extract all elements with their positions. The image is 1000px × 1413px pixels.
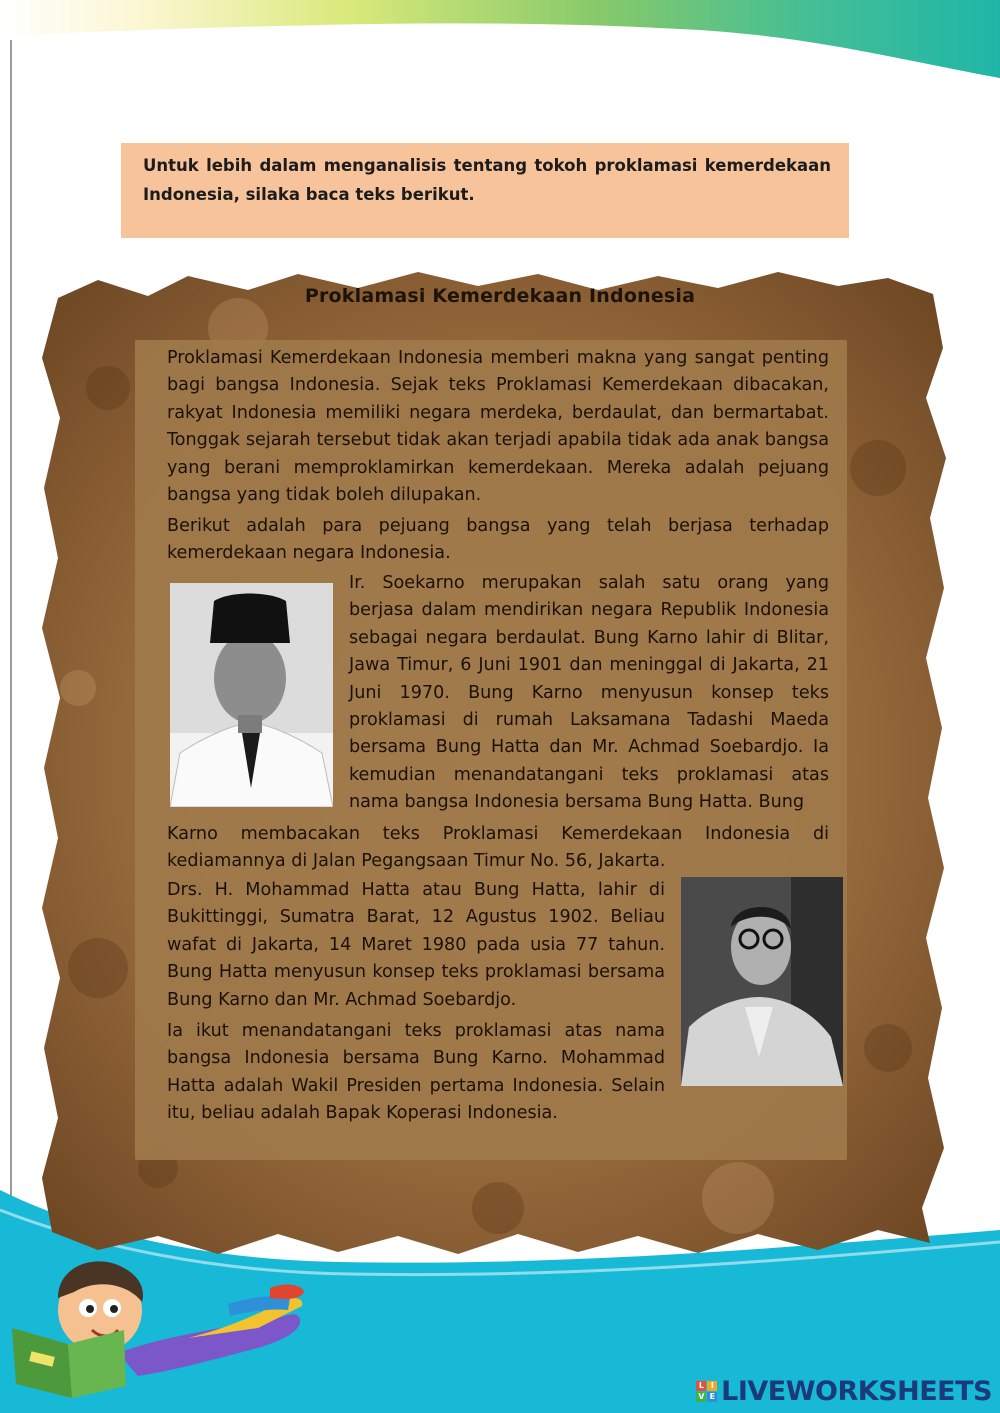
intro-paragraph: Proklamasi Kemerdekaan Indonesia memberi makna yang sangat penting bagi bangsa Indonesia. Sejak teks Proklamasi Kemerdekaan dibacakan, rakyat Indonesia memiliki negara merdeka, berdaulat, dan bermartabat. Tonggak sejarah tersebut tidak akan terjadi apabila tidak ada anak bangsa yang berani memproklamirkan kemerdekaan. Mereka adalah pejuang bangsa yang tidak boleh dilupakan. [167, 348, 829, 506]
brand-name: LIVEWORKSHEETS [721, 1376, 992, 1407]
instruction-text: Untuk lebih dalam menganalisis tentang tokoh proklamasi kemerdekaan Indonesia, silaka baca teks berikut. [143, 156, 831, 204]
hatta-paragraph-2: Ia ikut menandatangani teks proklamasi atas nama bangsa Indonesia bersama Bung Karno. Mohammad Hatta adalah Wakil Presiden pertama Indonesia. Selain itu, beliau adalah Bapak Koperasi Indonesia. [167, 1021, 665, 1124]
soekarno-side-text: Ir. Soekarno merupakan salah satu orang yang berjasa dalam mendirikan negara Republik Indonesia sebagai negara berdaulat. Bung Karno lahir di Blitar, Jawa Timur, 6 Juni 1901 dan meninggal di Jakarta, 21 Juni 1970. Bung Karno menyusun konsep teks proklamasi di rumah Laksamana Tadashi Maeda bersama Bung Hatta dan Mr. Achmad Soebardjo. Ia kemudian menandatangani teks proklamasi atas nama bangsa Indonesia bersama Bung Hatta. Bung [349, 573, 829, 813]
top-gradient-band [0, 0, 1000, 80]
hatta-paragraph-1: Drs. H. Mohammad Hatta atau Bung Hatta, lahir di Bukittinggi, Sumatra Barat, 12 Agustus 1902. Beliau wafat di Jakarta, 14 Maret 1980 pada usia 77 tahun. Bung Hatta menyusun konsep teks proklamasi bersama Bung Karno dan Mr. Achmad Soebardjo. [167, 880, 665, 1010]
soekarno-photo [170, 583, 333, 807]
reading-child-illustration [8, 1258, 308, 1408]
instruction-box [121, 143, 849, 238]
brand-logo-icon: L I V E [696, 1381, 717, 1402]
lead-paragraph: Berikut adalah para pejuang bangsa yang telah berjasa terhadap kemerdekaan negara Indonesia. [167, 516, 829, 564]
soekarno-continued-text: Karno membacakan teks Proklamasi Kemerdekaan Indonesia di kediamannya di Jalan Pegangsaan Timur No. 56, Jakarta. [167, 824, 829, 872]
article-title: Proklamasi Kemerdekaan Indonesia [304, 285, 696, 307]
liveworksheets-brand[interactable] [696, 1376, 992, 1407]
page-border-line [10, 40, 12, 1270]
hatta-photo [681, 877, 843, 1086]
